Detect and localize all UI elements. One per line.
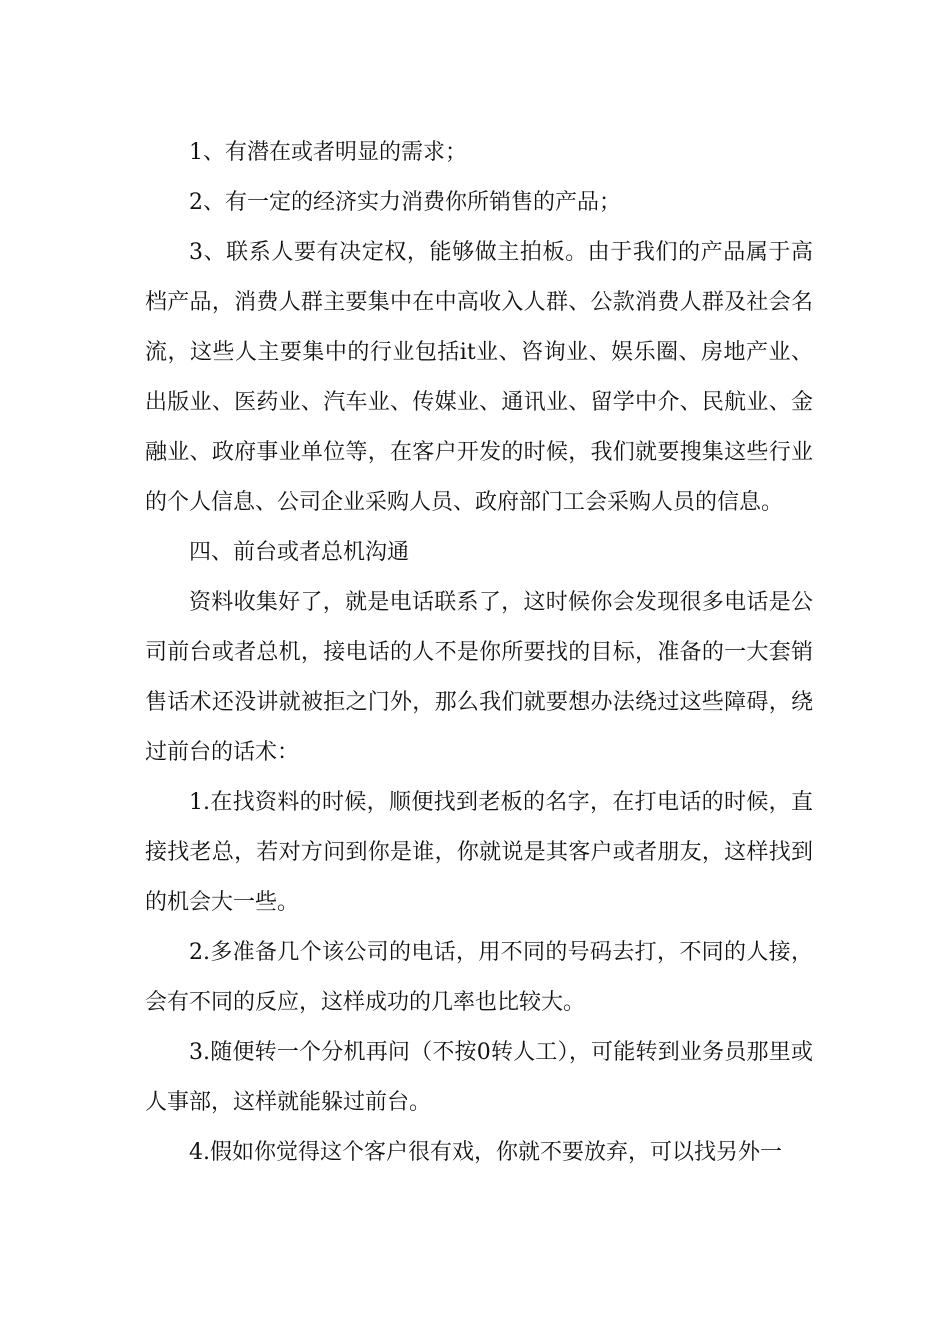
paragraph-tip-4: 4.假如你觉得这个客户很有戏，你就不要放弃，可以找另外一	[189, 1140, 782, 1165]
document-body	[145, 128, 813, 1178]
paragraph-tip-1: 1.在找资料的时候，顺便找到老板的名字，在打电话的时候，直接找老总，若对方问到你是谁，你就说是其客户或者朋友，这样找到的机会大一些。	[145, 790, 813, 915]
section-heading-front-desk: 四、前台或者总机沟通	[189, 540, 410, 565]
paragraph-tip-3: 3.随便转一个分机再问（不按0转人工），可能转到业务员那里或人事部，这样就能躲过前台。	[145, 1040, 813, 1115]
paragraph-tip-2: 2.多准备几个该公司的电话，用不同的号码去打，不同的人接，会有不同的反应，这样成功的几率也比较大。	[145, 940, 813, 1015]
paragraph-need: 1、有潜在或者明显的需求；	[189, 140, 467, 165]
paragraph-front-desk-intro: 资料收集好了，就是电话联系了，这时候你会发现很多电话是公司前台或者总机，接电话的人不是你所要找的目标，准备的一大套销售话术还没讲就被拒之门外，那么我们就要想办法绕过这些障碍，绕过前台的话术：	[145, 590, 813, 765]
paragraph-economic-strength: 2、有一定的经济实力消费你所销售的产品；	[189, 190, 621, 215]
paragraph-decision-maker: 3、联系人要有决定权，能够做主拍板。由于我们的产品属于高档产品，消费人群主要集中在中高收入人群、公款消费人群及社会名流，这些人主要集中的行业包括it业、咨询业、娱乐圈、房地产业、出版业、医药业、汽车业、传媒业、通讯业、留学中介、民航业、金融业、政府事业单位等，在客户开发的时候，我们就要搜集这些行业的个人信息、公司企业采购人员、政府部门工会采购人员的信息。	[145, 240, 813, 515]
